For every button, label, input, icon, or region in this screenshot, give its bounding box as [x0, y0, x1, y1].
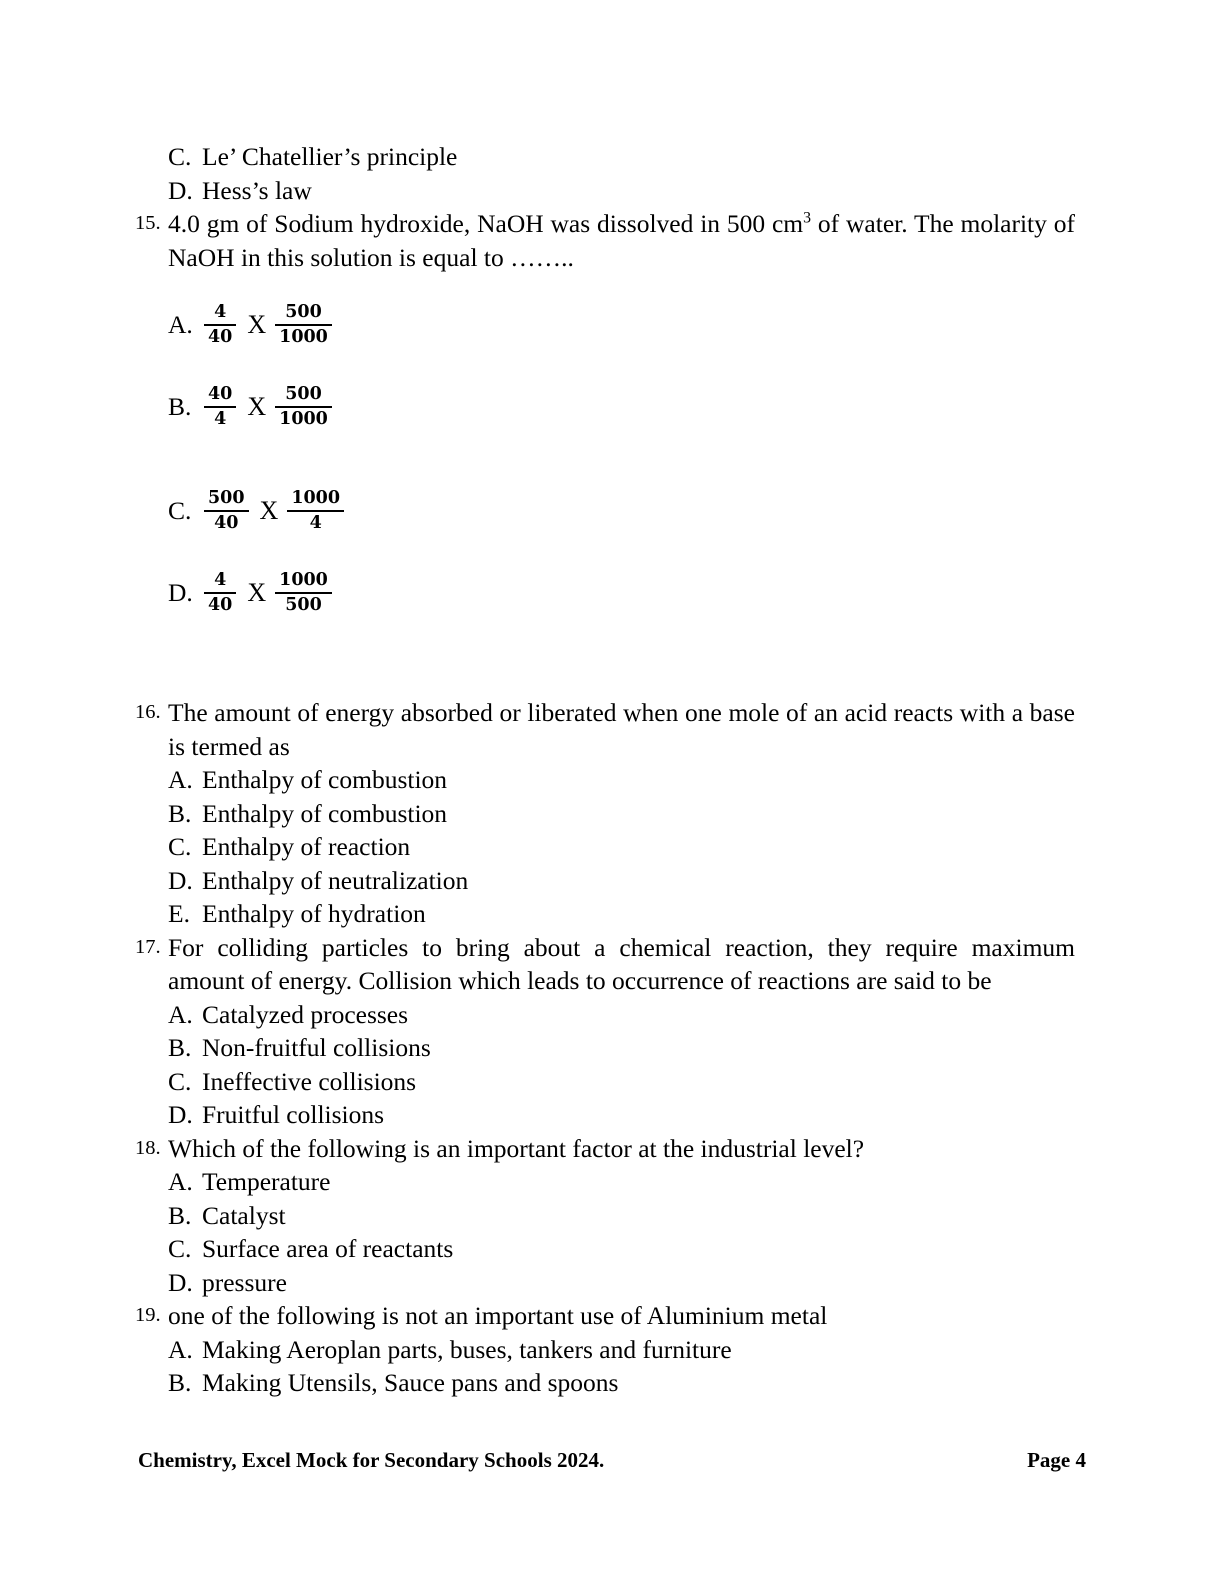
option-letter: A.: [168, 1167, 193, 1196]
fraction-bar: [204, 406, 236, 408]
option-text: Temperature: [202, 1167, 331, 1196]
question-17: [135, 931, 1075, 998]
fraction-bar: [275, 324, 332, 326]
list-item: [135, 140, 1075, 174]
spacer: [135, 624, 1075, 696]
spacer: [135, 274, 1075, 294]
option-text: Enthalpy of hydration: [202, 899, 426, 928]
question-stem: [168, 207, 1075, 274]
list-item: [135, 1165, 1075, 1199]
question-number: 18.: [135, 1136, 161, 1159]
option-letter: A.: [168, 765, 193, 794]
option-letter: C.: [168, 1234, 192, 1263]
page-number: Page 4: [1027, 1448, 1086, 1472]
question-stem: The amount of energy absorbed or liberated when one mole of an acid reacts with a base is termed as: [168, 698, 1075, 761]
spacer: [135, 438, 1075, 480]
option-letter: D.: [168, 175, 193, 205]
denominator: 4: [309, 512, 322, 533]
option-letter: C.: [168, 1066, 192, 1096]
option-letter: A.: [168, 1334, 193, 1364]
option-text: Enthalpy of combustion: [202, 765, 448, 794]
page-content: [135, 140, 1075, 1400]
list-item: [135, 1199, 1075, 1233]
option-letter: B.: [168, 1368, 192, 1397]
fraction-first: [204, 303, 236, 347]
fraction-second: [275, 571, 332, 615]
question-16: [135, 696, 1075, 763]
denominator: 1000: [279, 408, 328, 429]
math-option-a: [135, 294, 1075, 356]
denominator: 4: [214, 408, 227, 429]
list-item: [135, 174, 1075, 208]
multiplication-sign: X: [247, 392, 267, 421]
fraction-bar: [204, 324, 236, 326]
option-text: Enthalpy of neutralization: [202, 865, 469, 895]
option-text: Enthalpy of reaction: [202, 832, 411, 861]
question-number: 16.: [135, 701, 161, 723]
option-letter: B.: [168, 392, 192, 421]
math-option-c: [135, 480, 1075, 542]
numerator: 1000: [291, 487, 341, 508]
numerator: 4: [214, 301, 227, 322]
math-option-d: [135, 562, 1075, 624]
numerator: 500: [285, 383, 322, 404]
option-text: Ineffective collisions: [202, 1066, 417, 1096]
option-letter: C.: [168, 142, 192, 171]
page-footer: [138, 1448, 1086, 1473]
numerator: 4: [214, 569, 227, 590]
fraction-first: [204, 571, 236, 615]
fraction-second: [275, 303, 332, 347]
spacer: [135, 356, 1075, 376]
fraction-second: [275, 385, 332, 429]
list-item: [135, 797, 1075, 831]
option-text: Making Aeroplan parts, buses, tankers and furniture: [202, 1334, 732, 1364]
list-item: [135, 1333, 1075, 1367]
list-item: [135, 830, 1075, 864]
superscript-three: 3: [803, 209, 812, 227]
list-item: [135, 897, 1075, 931]
fraction-first: [204, 385, 236, 429]
option-letter: B.: [168, 1200, 192, 1230]
option-text: Le’ Chatellier’s principle: [202, 142, 458, 171]
question-number: 17.: [135, 935, 161, 958]
option-letter: A.: [168, 310, 193, 339]
option-text: Hess’s law: [202, 175, 312, 205]
option-text: Enthalpy of combustion: [202, 798, 448, 828]
numerator: 500: [208, 487, 245, 508]
fraction-bar: [275, 406, 332, 408]
fraction-bar: [287, 510, 344, 512]
question-19: [135, 1299, 1075, 1333]
list-item: [135, 1065, 1075, 1099]
numerator: 500: [285, 301, 322, 322]
option-letter: B.: [168, 1033, 192, 1062]
option-text: Catalyzed processes: [202, 999, 409, 1029]
fraction-second: [287, 489, 344, 533]
numerator: 40: [208, 383, 233, 404]
question-18: [135, 1132, 1075, 1166]
fraction-bar: [204, 510, 249, 512]
option-letter: A.: [168, 999, 193, 1029]
list-item: [135, 1366, 1075, 1400]
list-item: [135, 1098, 1075, 1132]
option-letter: D.: [168, 1267, 193, 1297]
option-text: Catalyst: [202, 1200, 286, 1230]
denominator: 500: [285, 594, 322, 615]
question-stem: Which of the following is an important factor at the industrial level?: [168, 1133, 865, 1163]
math-option-b: [135, 376, 1075, 438]
list-item: [135, 763, 1075, 797]
question-number: 15.: [135, 212, 161, 234]
option-letter: B.: [168, 798, 192, 828]
option-text: Non-fruitful collisions: [202, 1033, 431, 1062]
option-text: Surface area of reactants: [202, 1234, 454, 1263]
denominator: 40: [208, 326, 233, 347]
option-letter: E.: [168, 899, 190, 928]
spacer: [135, 542, 1075, 562]
denominator: 40: [214, 512, 239, 533]
fraction-first: [204, 489, 249, 533]
fraction-bar: [275, 592, 332, 594]
denominator: 1000: [279, 326, 328, 347]
list-item: [135, 864, 1075, 898]
option-letter: D.: [168, 1100, 193, 1129]
question-stem-part1: 4.0 gm of Sodium hydroxide, NaOH was dissolved in 500 cm: [168, 209, 804, 238]
multiplication-sign: X: [259, 496, 279, 525]
list-item: [135, 1232, 1075, 1266]
numerator: 1000: [279, 569, 328, 590]
multiplication-sign: X: [247, 578, 267, 607]
question-number: 19.: [135, 1304, 161, 1326]
list-item: [135, 998, 1075, 1032]
option-letter: D.: [168, 865, 193, 895]
option-letter: C.: [168, 832, 192, 861]
denominator: 40: [208, 594, 233, 615]
option-letter: C.: [168, 496, 192, 525]
footer-title: Chemistry, Excel Mock for Secondary Schools 2024.: [138, 1448, 605, 1472]
option-text: Making Utensils, Sauce pans and spoons: [202, 1368, 619, 1397]
question-stem: one of the following is not an important use of Aluminium metal: [168, 1301, 828, 1330]
question-15: [135, 207, 1075, 274]
option-letter: D.: [168, 578, 193, 607]
list-item: [135, 1031, 1075, 1065]
fraction-bar: [204, 592, 236, 594]
multiplication-sign: X: [247, 310, 267, 339]
question-stem: For colliding particles to bring about a chemical reaction, they require maximum amount of energy. Collision which leads to occurrence of reactions are said to be: [168, 932, 1075, 995]
option-text: pressure: [202, 1267, 287, 1297]
option-text: Fruitful collisions: [202, 1100, 385, 1129]
question-stem-part2: of water. The molarity of NaOH in this solution is equal to ……..: [168, 209, 1075, 272]
list-item: [135, 1266, 1075, 1300]
